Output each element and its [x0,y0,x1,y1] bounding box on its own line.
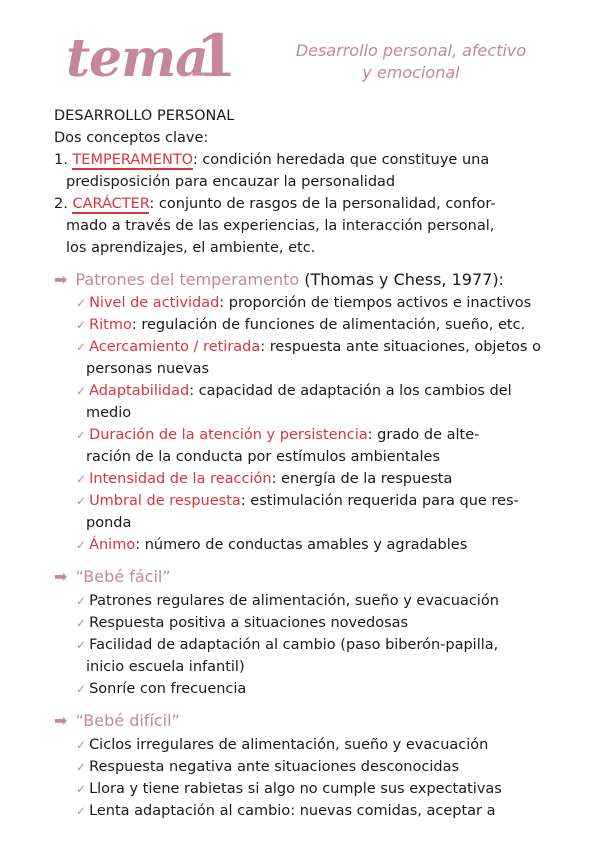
arrow-right-icon: ➡ [54,270,65,289]
pattern-term: Ritmo [89,317,132,333]
pattern-term: Intensidad de la reacción [89,471,272,487]
check-icon: ✓ [76,538,87,552]
pattern-term: Acercamiento / retirada [89,339,261,355]
pattern-item [76,337,541,357]
subtitle-line1: Desarrollo personal, afectivo [295,41,527,60]
easy-baby-item [76,613,408,633]
concept-1-def: : condición heredada que constituye una [192,152,490,168]
hard-baby-item [76,779,502,799]
pattern-term: Nivel de actividad [89,295,220,311]
check-icon: ✓ [76,638,87,652]
item-text: Respuesta positiva a situaciones novedosas [89,615,409,631]
hard-baby-item [76,757,459,777]
pattern-term: Ánimo [89,537,136,553]
pattern-cont: medio [86,405,132,421]
check-icon: ✓ [76,782,87,796]
item-text: Llora y tiene rabietas si algo no cumple sus expectativas [89,781,502,797]
check-icon: ✓ [76,804,87,818]
item-text: Respuesta negativa ante situaciones desconocidas [89,759,460,775]
item-text: Facilidad de adaptación al cambio (paso biberón-papilla, [89,637,499,653]
check-icon: ✓ [76,340,87,354]
pattern-item [76,315,525,335]
item-text: Lenta adaptación al cambio: nuevas comidas, aceptar a [89,803,496,819]
check-icon: ✓ [76,428,87,442]
check-icon: ✓ [76,616,87,630]
concept-2-def: : conjunto de rasgos de la personalidad, confor- [149,196,496,212]
hard-baby-item [76,801,496,821]
pattern-term: Umbral de respuesta [89,493,241,509]
pattern-def: : grado de alte- [367,427,480,443]
easy-baby-item-cont: inicio escuela infantil) [86,659,245,675]
concept-1-cont: predisposición para encauzar la personalidad [66,174,396,190]
easy-baby-title: “Bebé fácil” [75,567,171,586]
pattern-item [76,491,519,511]
check-icon: ✓ [76,760,87,774]
subtitle [266,40,556,84]
title-word: tema [66,28,208,89]
concepts-label: Dos conceptos clave: [54,130,209,146]
arrow-right-icon: ➡ [54,567,65,586]
patterns-title: Patrones del temperamento [75,270,300,289]
pattern-def: : regulación de funciones de alimentación, sueño, etc. [131,317,526,333]
pattern-def: : respuesta ante situaciones, objetos o [260,339,541,355]
pattern-term: Duración de la atención y persistencia [89,427,368,443]
hard-baby-item [76,735,488,755]
concept-2-number: 2. [54,196,68,212]
pattern-item [76,535,467,555]
concept-2-term: CARÁCTER [72,196,150,212]
title-number: 1 [196,22,237,90]
easy-baby-item [76,679,246,699]
item-text: Ciclos irregulares de alimentación, sueño y evacuación [89,737,489,753]
pattern-cont: ponda [86,515,132,531]
pattern-def: : energía de la respuesta [271,471,453,487]
pattern-item [76,293,531,313]
hard-baby-heading [54,711,180,731]
section-heading: DESARROLLO PERSONAL [54,108,235,124]
check-icon: ✓ [76,494,87,508]
pattern-item [76,469,452,489]
hard-baby-title: “Bebé difícil” [75,711,180,730]
patterns-ref: (Thomas y Chess, 1977): [304,270,504,289]
subtitle-line2: y emocional [362,63,460,82]
check-icon: ✓ [76,384,87,398]
pattern-def: : capacidad de adaptación a los cambios del [189,383,512,399]
concept-2 [54,194,496,214]
pattern-def: : número de conductas amables y agradables [135,537,468,553]
check-icon: ✓ [76,682,87,696]
pattern-cont: personas nuevas [86,361,210,377]
concept-1-number: 1. [54,152,68,168]
patterns-heading [54,270,504,290]
pattern-item [76,425,479,445]
easy-baby-heading [54,567,171,587]
concept-2-cont2: los aprendizajes, el ambiente, etc. [66,240,316,256]
check-icon: ✓ [76,472,87,486]
check-icon: ✓ [76,296,87,310]
check-icon: ✓ [76,318,87,332]
item-text: Patrones regulares de alimentación, sueño y evacuación [89,593,499,609]
concept-1-term: TEMPERAMENTO [72,152,193,168]
pattern-term: Adaptabilidad [89,383,190,399]
check-icon: ✓ [76,738,87,752]
easy-baby-item [76,591,499,611]
item-text: Sonríe con frecuencia [89,681,247,697]
concept-2-cont1: mado a través de las experiencias, la interacción personal, [66,218,495,234]
check-icon: ✓ [76,594,87,608]
pattern-def: : estimulación requerida para que res- [240,493,519,509]
concept-1 [54,150,489,170]
easy-baby-item [76,635,498,655]
pattern-item [76,381,512,401]
pattern-cont: ración de la conducta por estímulos ambientales [86,449,440,465]
arrow-right-icon: ➡ [54,711,65,730]
pattern-def: : proporción de tiempos activos e inactivos [219,295,532,311]
